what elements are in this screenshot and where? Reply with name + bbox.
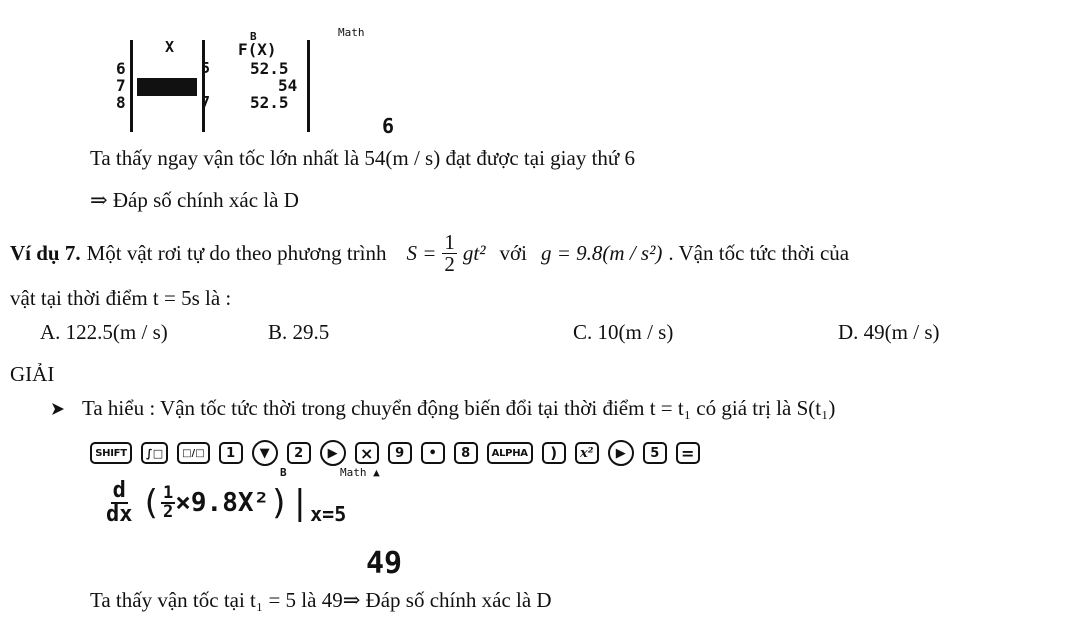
derivative-expression (104, 480, 346, 526)
decimal-point-key: • (421, 442, 445, 464)
row-fx-value: 52.5 (250, 59, 289, 78)
example-text-a: Một vật rơi tự do theo phương trình (86, 241, 387, 265)
option-c (573, 320, 673, 345)
option-value: 49(m / s) (863, 320, 940, 344)
row-fx-value: 54 (278, 76, 298, 95)
table-cursor-highlight (137, 78, 197, 96)
formula-fraction (442, 232, 457, 275)
example-line-2: vật tại thời điểm t = 5s là : (10, 286, 232, 310)
option-letter: D. (838, 320, 859, 344)
math-mode-label: Math (338, 26, 365, 39)
option-a (40, 320, 168, 345)
table-right-border (307, 40, 310, 132)
math-mode-label: Math ▲ (340, 466, 380, 479)
half-fraction (161, 485, 175, 521)
row-index: 7 (116, 76, 126, 95)
example-text-c: . Vận tốc tức thời của (668, 241, 850, 265)
example-line (10, 232, 849, 275)
solution-heading: GIẢI (10, 362, 55, 386)
fraction-key: □/□ (177, 442, 210, 464)
derivative-operator (104, 480, 135, 526)
right-arrow-icon: ▶ (608, 440, 634, 466)
digit-8-key: 8 (454, 442, 478, 464)
fraction-numerator: 1 (444, 230, 455, 254)
shift-key: SHIFT (90, 442, 132, 464)
half-denominator: 2 (162, 502, 174, 522)
row-index: 8 (116, 93, 126, 112)
option-b (268, 320, 329, 345)
table-screen (110, 22, 395, 142)
b-indicator: B (280, 466, 287, 479)
row-fx-value: 52.5 (250, 93, 289, 112)
digit-5-key: 5 (643, 442, 667, 464)
square-key: x² (575, 442, 599, 464)
table-bottom-value: 6 (382, 114, 395, 138)
col-fx-header: F(X) (238, 40, 277, 59)
col-x-header: X (165, 38, 175, 56)
arrow-bullet-icon (50, 401, 66, 417)
example-label: Ví dụ 7. (10, 241, 81, 265)
alpha-key: ALPHA (487, 442, 533, 464)
result-value: 49 (366, 546, 403, 581)
open-paren: ( (140, 483, 161, 523)
final-conclusion-line: Ta thấy vận tốc tại t₁ = 5 là 49⇒ Đáp số chính xác là D (90, 588, 552, 612)
bullet-text: Ta hiểu : Vận tốc tức thời trong chuyển động biến đổi tại thời điểm t = t₁ có giá trị là S(t₁) (82, 396, 836, 420)
row-x-value: 5 (201, 59, 211, 77)
digit-9-key: 9 (388, 442, 412, 464)
gravity-expression: g = 9.8(m / s²) (541, 241, 663, 265)
multiply-key: × (355, 442, 379, 464)
digit-1-key: 1 (219, 442, 243, 464)
option-value: 29.5 (292, 320, 330, 344)
option-letter: A. (40, 320, 61, 344)
b-indicator: B (250, 30, 257, 43)
right-arrow-icon: ▶ (320, 440, 346, 466)
integral-key: ∫□ (141, 442, 168, 464)
fraction-denominator: 2 (444, 252, 455, 276)
half-numerator: 1 (162, 483, 174, 503)
digit-2-key: 2 (287, 442, 311, 464)
derivative-denominator: dx (106, 502, 133, 527)
formula-left: S = (406, 241, 437, 265)
down-arrow-icon: ▼ (252, 440, 278, 466)
option-letter: C. (573, 320, 593, 344)
option-d (838, 320, 940, 345)
row-index: 6 (116, 59, 126, 78)
table-left-border (130, 40, 133, 132)
conclusion-line-1: Ta thấy ngay vận tốc lớn nhất là 54(m / s) đạt được tại giay thứ 6 (90, 146, 636, 170)
expression-body: ×9.8X² (175, 488, 270, 518)
formula-right: gt² (462, 241, 486, 265)
close-paren-bar: )| (269, 483, 311, 523)
option-value: 10(m / s) (597, 320, 674, 344)
derivative-screen (100, 466, 420, 584)
equals-key: = (676, 442, 700, 464)
close-paren-key: ) (542, 442, 566, 464)
option-letter: B. (268, 320, 288, 344)
key-sequence (90, 440, 700, 466)
evaluation-point: x=5 (310, 502, 347, 526)
bullet-line (50, 396, 835, 421)
table-mid-border (202, 40, 205, 132)
answer-line-1: ⇒ Đáp số chính xác là D (90, 188, 299, 212)
option-value: 122.5(m / s) (65, 320, 168, 344)
derivative-numerator: d (112, 478, 126, 503)
example-text-b: với (499, 241, 527, 265)
row-x-value: 7 (201, 93, 211, 111)
